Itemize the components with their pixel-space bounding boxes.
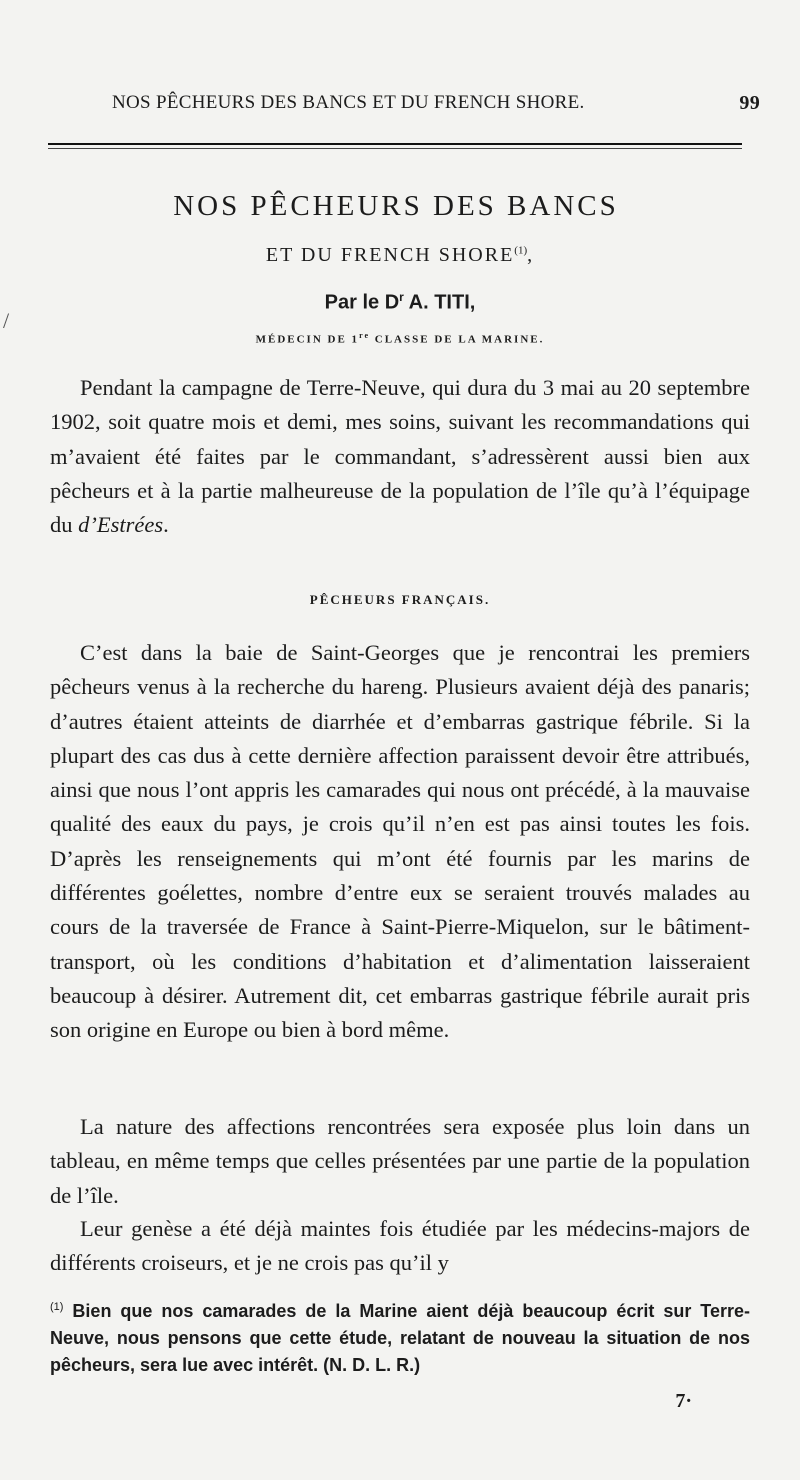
- paragraph-4: [50, 1212, 750, 1281]
- header-rule: [48, 143, 742, 145]
- section-heading: PÊCHEURS FRANÇAIS.: [309, 592, 491, 607]
- author-affiliation: [0, 331, 800, 346]
- footnote-text: Bien que nos camarades de la Marine aient déjà beaucoup écrit sur Terre-Neuve, nous pensons que cette étude, relatant de nouveau la situation de nos pêcheurs, sera lue avec intérêt. (N. D. L. R.): [50, 1301, 750, 1375]
- footnote-mark: (1): [50, 1301, 64, 1313]
- margin-mark: /: [3, 308, 10, 333]
- paragraph-1-text: Pendant la campagne de Terre-Neuve, qui dura du 3 mai au 20 septembre 1902, soit quatre mois et demi, mes soins, suivant les recommandations qui m’avaient été faites par le commandant, s’adressèrent aussi bien aux pêcheurs et à la partie malheureuse de la population de l’île qu’à l’équipage du: [50, 375, 750, 538]
- title-trailing: ,: [527, 244, 535, 266]
- title-note-mark: (1): [514, 244, 528, 257]
- signature-mark: 7·: [675, 1390, 692, 1412]
- paragraph-1: [50, 371, 750, 542]
- byline-prefix: Par le D: [324, 291, 400, 314]
- paragraph-3-text: La nature des affections rencontrées sera exposée plus loin dans un tableau, en même temps que celles présentées par une partie de la population de l’île.: [50, 1114, 750, 1208]
- running-head: [50, 92, 760, 122]
- paragraph-2-text: C’est dans la baie de Saint-Georges que je rencontrai les premiers pêcheurs venus à la recherche du hareng. Plusieurs avaient déjà des panaris; d’autres étaient atteints de diarrhée et d’embarras gastrique fébrile. Si la plupart des cas dus à cette dernière affection paraissent devoir être attribués, ainsi que nous l’ont appris les camarades qui nous ont précédé, à la mauvaise qualité des eaux du pays, je crois qu’il n’en est pas ainsi toutes les fois. D’après les renseignements qui m’ont été fournis par les marins de différentes goélettes, nombre d’entre eux se seraient trouvés malades au cours de la traversée de France à Saint-Pierre-Miquelon, sur le bâtiment-transport, où les conditions d’habitation et d’alimentation laisseraient beaucoup à désirer. Autrement dit, cet embarras gastrique fébrile aurait pris son origine en Europe ou bien à bord même.: [50, 640, 750, 1043]
- paragraph-1-end: .: [163, 512, 169, 538]
- running-head-title: NOS PÊCHEURS DES BANCS ET DU FRENCH SHORE.: [112, 92, 585, 113]
- affiliation-sup: re: [359, 331, 371, 340]
- footnote: [50, 1294, 750, 1379]
- byline: [0, 290, 800, 315]
- affiliation-prefix: MÉDECIN DE 1: [255, 333, 360, 346]
- author-name: A. TITI,: [403, 291, 476, 314]
- ship-name: d’Estrées: [78, 512, 164, 538]
- article-title-line1: NOS PÊCHEURS DES BANCS: [173, 190, 619, 222]
- paragraph-2: [50, 636, 750, 1048]
- paragraph-4-text: Leur genèse a été déjà maintes fois étudiée par les médecins-majors de différents croiseurs, et je ne crois pas qu’il y: [50, 1216, 750, 1276]
- affiliation-suffix: CLASSE DE LA MARINE.: [370, 333, 545, 346]
- page-number: 99: [739, 92, 760, 114]
- article-title-line2: [0, 244, 800, 267]
- paragraph-3: [50, 1110, 750, 1213]
- byline-sup: r: [399, 290, 404, 304]
- header-rule-thin: [48, 148, 742, 149]
- article-title-line2-text: ET DU FRENCH SHORE: [265, 244, 515, 266]
